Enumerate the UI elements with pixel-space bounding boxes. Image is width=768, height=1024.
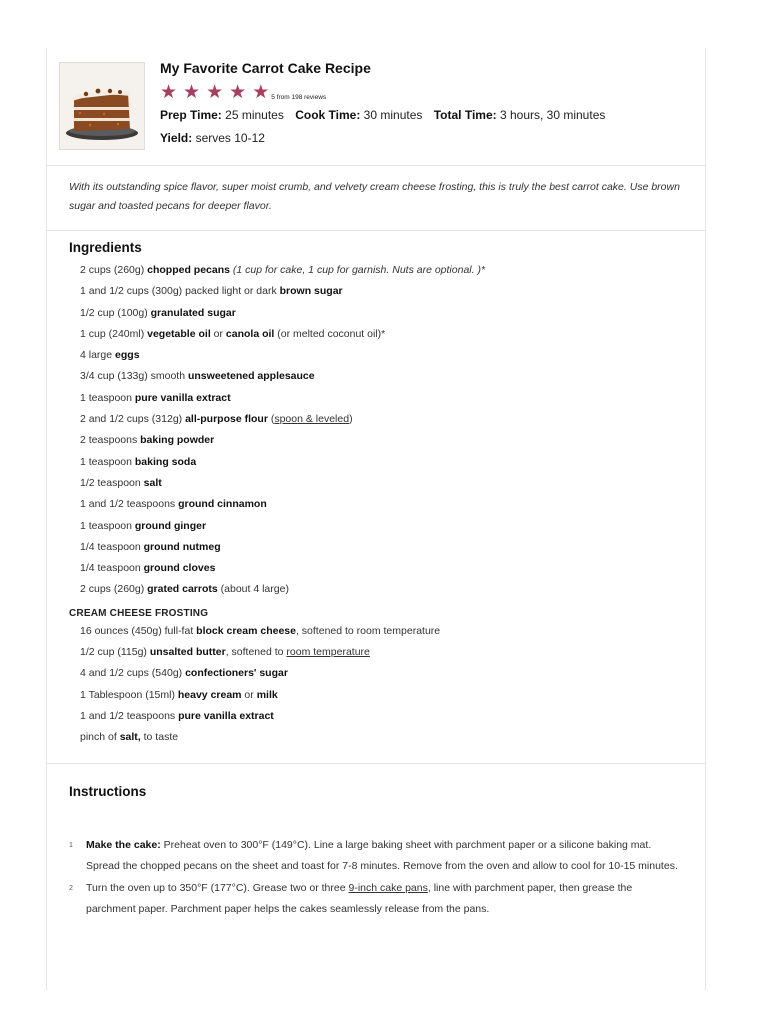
ingredient-link[interactable]: spoon & leveled bbox=[274, 413, 350, 426]
instruction-step bbox=[69, 878, 683, 921]
ingredient-item bbox=[80, 496, 683, 517]
ingredient-amount: 1 teaspoon bbox=[80, 455, 135, 468]
ingredient-item bbox=[80, 390, 683, 411]
ingredient-name: baking powder bbox=[140, 434, 215, 447]
ingredient-name: granulated sugar bbox=[150, 306, 236, 319]
ingredient-item bbox=[80, 560, 683, 581]
ingredient-name: unsalted butter bbox=[149, 646, 226, 659]
ingredient-item bbox=[80, 283, 683, 304]
recipe-card bbox=[46, 48, 706, 990]
ingredient-amount: 3/4 cup (133g) smooth bbox=[80, 370, 188, 383]
step-number: 1 bbox=[69, 841, 73, 849]
ingredient-note: (1 cup for cake, 1 cup for garnish. Nuts are optional. )* bbox=[229, 264, 486, 276]
ingredient-name: baking soda bbox=[134, 455, 197, 468]
ingredient-amount: 1 teaspoon bbox=[80, 519, 135, 532]
instructions-list bbox=[69, 835, 683, 921]
ingredient-name: ground ginger bbox=[134, 519, 207, 532]
ingredient-detail: , softened to room temperature bbox=[295, 624, 441, 637]
ingredient-detail: (or melted coconut oil)* bbox=[274, 327, 386, 340]
step-text: Turn the oven up to 350°F (177°C). Grease two or three bbox=[86, 881, 349, 894]
ingredients-list bbox=[69, 262, 683, 603]
ingredient-item bbox=[80, 326, 683, 347]
ingredient-amount: 1/4 teaspoon bbox=[80, 540, 144, 553]
ingredient-item bbox=[80, 411, 683, 432]
ingredient-item bbox=[80, 729, 683, 750]
yield-value: serves 10-12 bbox=[195, 131, 265, 145]
ingredient-item bbox=[80, 368, 683, 389]
ingredient-name: ground cinnamon bbox=[178, 498, 267, 511]
ingredient-item bbox=[80, 687, 683, 708]
ingredient-amount: 1 cup (240ml) bbox=[80, 327, 148, 340]
step-text: Preheat oven to 300°F (149°C). Line a large baking sheet with parchment paper or a silicone baking mat. Spread the chopped pecans on the sheet and toast for 7-8 minutes. Remove from the oven and allow to cool for 10-15 minutes. bbox=[86, 838, 678, 873]
ingredient-connector: or bbox=[210, 327, 226, 340]
star-icon[interactable]: ★ bbox=[229, 81, 247, 103]
star-icon[interactable]: ★ bbox=[183, 81, 201, 103]
step-heading: Make the cake: bbox=[86, 838, 161, 851]
ingredient-amount: 1/2 teaspoon bbox=[80, 476, 144, 489]
frosting-ingredients-list bbox=[69, 623, 683, 751]
recipe-summary: With its outstanding spice flavor, super moist crumb, and velvety cream cheese frosting, this is truly the best carrot cake. Use brown sugar and toasted pecans for deeper flavor. bbox=[47, 166, 705, 231]
ingredient-amount: 1 teaspoon bbox=[80, 391, 135, 404]
ingredient-detail: to taste bbox=[140, 731, 179, 744]
ingredient-item bbox=[80, 623, 683, 644]
ingredient-item bbox=[80, 454, 683, 475]
ingredient-name: heavy cream bbox=[177, 688, 242, 701]
ingredient-item bbox=[80, 708, 683, 729]
ingredient-detail: , softened to bbox=[225, 646, 287, 659]
star-icon[interactable]: ★ bbox=[252, 81, 270, 103]
prep-time-label: Prep Time: bbox=[160, 108, 222, 122]
ingredient-item bbox=[80, 644, 683, 665]
ingredient-amount: 4 and 1/2 cups (540g) bbox=[80, 667, 186, 680]
ingredient-item bbox=[80, 305, 683, 326]
ingredient-name: eggs bbox=[115, 349, 140, 362]
ingredients-section bbox=[47, 231, 705, 764]
ingredient-item bbox=[80, 518, 683, 539]
ingredient-amount: pinch of bbox=[80, 731, 120, 744]
ingredient-amount: 16 ounces (450g) full-fat bbox=[80, 624, 197, 637]
ingredient-name: chopped pecans bbox=[147, 264, 230, 276]
recipe-header bbox=[47, 48, 705, 166]
ingredient-amount: 2 teaspoons bbox=[80, 434, 141, 447]
ingredient-name: salt bbox=[143, 476, 162, 489]
ingredient-name: pure vanilla extract bbox=[134, 391, 231, 404]
step-link[interactable]: 9-inch cake pans bbox=[348, 881, 428, 894]
instructions-section bbox=[47, 764, 705, 921]
recipe-title: My Favorite Carrot Cake Recipe bbox=[160, 60, 371, 76]
ingredient-amount: 2 cups (260g) bbox=[80, 264, 148, 276]
frosting-group-title: CREAM CHEESE FROSTING bbox=[69, 607, 209, 619]
ingredient-item bbox=[80, 539, 683, 560]
ingredient-item bbox=[80, 262, 683, 283]
ingredient-name: ground cloves bbox=[143, 562, 216, 575]
ingredient-amount: 1 and 1/2 cups (300g) packed light or dark bbox=[80, 285, 280, 298]
ingredient-item bbox=[80, 665, 683, 686]
yield-label: Yield: bbox=[160, 131, 193, 145]
ingredient-name: ground nutmeg bbox=[143, 540, 221, 553]
ingredient-amount: 1 and 1/2 teaspoons bbox=[80, 498, 179, 511]
rating-count: 5 from 198 reviews bbox=[271, 94, 327, 101]
ingredient-alt-name: milk bbox=[256, 688, 278, 701]
ingredient-name: confectioners' sugar bbox=[185, 667, 288, 680]
step-text-continued: , line with parchment paper, then grease the parchment paper. Parchment paper helps the cakes seamlessly release from the pans. bbox=[86, 881, 633, 916]
star-icon[interactable]: ★ bbox=[160, 81, 178, 103]
recipe-times bbox=[160, 108, 613, 122]
ingredient-name: grated carrots bbox=[147, 583, 218, 596]
ingredient-name: salt, bbox=[119, 731, 141, 744]
ingredient-amount: 1/2 cup (100g) bbox=[80, 306, 151, 319]
cook-time-value: 30 minutes bbox=[363, 108, 423, 122]
ingredient-item bbox=[80, 475, 683, 496]
carrot-cake-image bbox=[60, 63, 144, 149]
ingredient-amount: 2 and 1/2 cups (312g) bbox=[80, 413, 186, 426]
ingredient-name: block cream cheese bbox=[196, 624, 296, 637]
recipe-photo[interactable] bbox=[59, 62, 145, 150]
star-rating[interactable] bbox=[160, 82, 326, 102]
ingredient-link[interactable]: room temperature bbox=[286, 646, 370, 659]
ingredient-item bbox=[80, 581, 683, 602]
ingredient-detail: ( bbox=[267, 413, 275, 426]
ingredient-alt-name: canola oil bbox=[225, 327, 275, 340]
ingredient-detail: (about 4 large) bbox=[217, 583, 289, 596]
ingredient-detail-end: ) bbox=[349, 413, 353, 426]
ingredient-connector: or bbox=[241, 688, 257, 701]
ingredient-item bbox=[80, 432, 683, 453]
ingredient-name: unsweetened applesauce bbox=[187, 370, 315, 383]
step-number: 2 bbox=[69, 884, 73, 892]
ingredient-name: brown sugar bbox=[279, 285, 343, 298]
ingredient-amount: 2 cups (260g) bbox=[80, 583, 148, 596]
ingredient-name: all-purpose flour bbox=[185, 413, 268, 426]
ingredient-name: pure vanilla extract bbox=[178, 709, 274, 722]
ingredient-amount: 1 and 1/2 teaspoons bbox=[80, 709, 179, 722]
ingredient-amount: 1/2 cup (115g) bbox=[80, 646, 150, 659]
ingredients-title: Ingredients bbox=[69, 240, 142, 255]
total-time-label: Total Time: bbox=[433, 108, 497, 122]
instructions-title: Instructions bbox=[69, 783, 147, 799]
ingredient-amount: 4 large bbox=[80, 349, 116, 362]
recipe-yield bbox=[160, 131, 265, 145]
star-icon[interactable]: ★ bbox=[206, 81, 224, 103]
ingredient-item bbox=[80, 347, 683, 368]
ingredient-amount: 1 Tablespoon (15ml) bbox=[80, 688, 178, 701]
cook-time-label: Cook Time: bbox=[295, 108, 361, 122]
ingredient-name: vegetable oil bbox=[147, 327, 211, 340]
total-time-value: 3 hours, 30 minutes bbox=[499, 108, 606, 122]
ingredient-amount: 1/4 teaspoon bbox=[80, 562, 144, 575]
instruction-step bbox=[69, 835, 683, 878]
prep-time-value: 25 minutes bbox=[225, 108, 284, 122]
